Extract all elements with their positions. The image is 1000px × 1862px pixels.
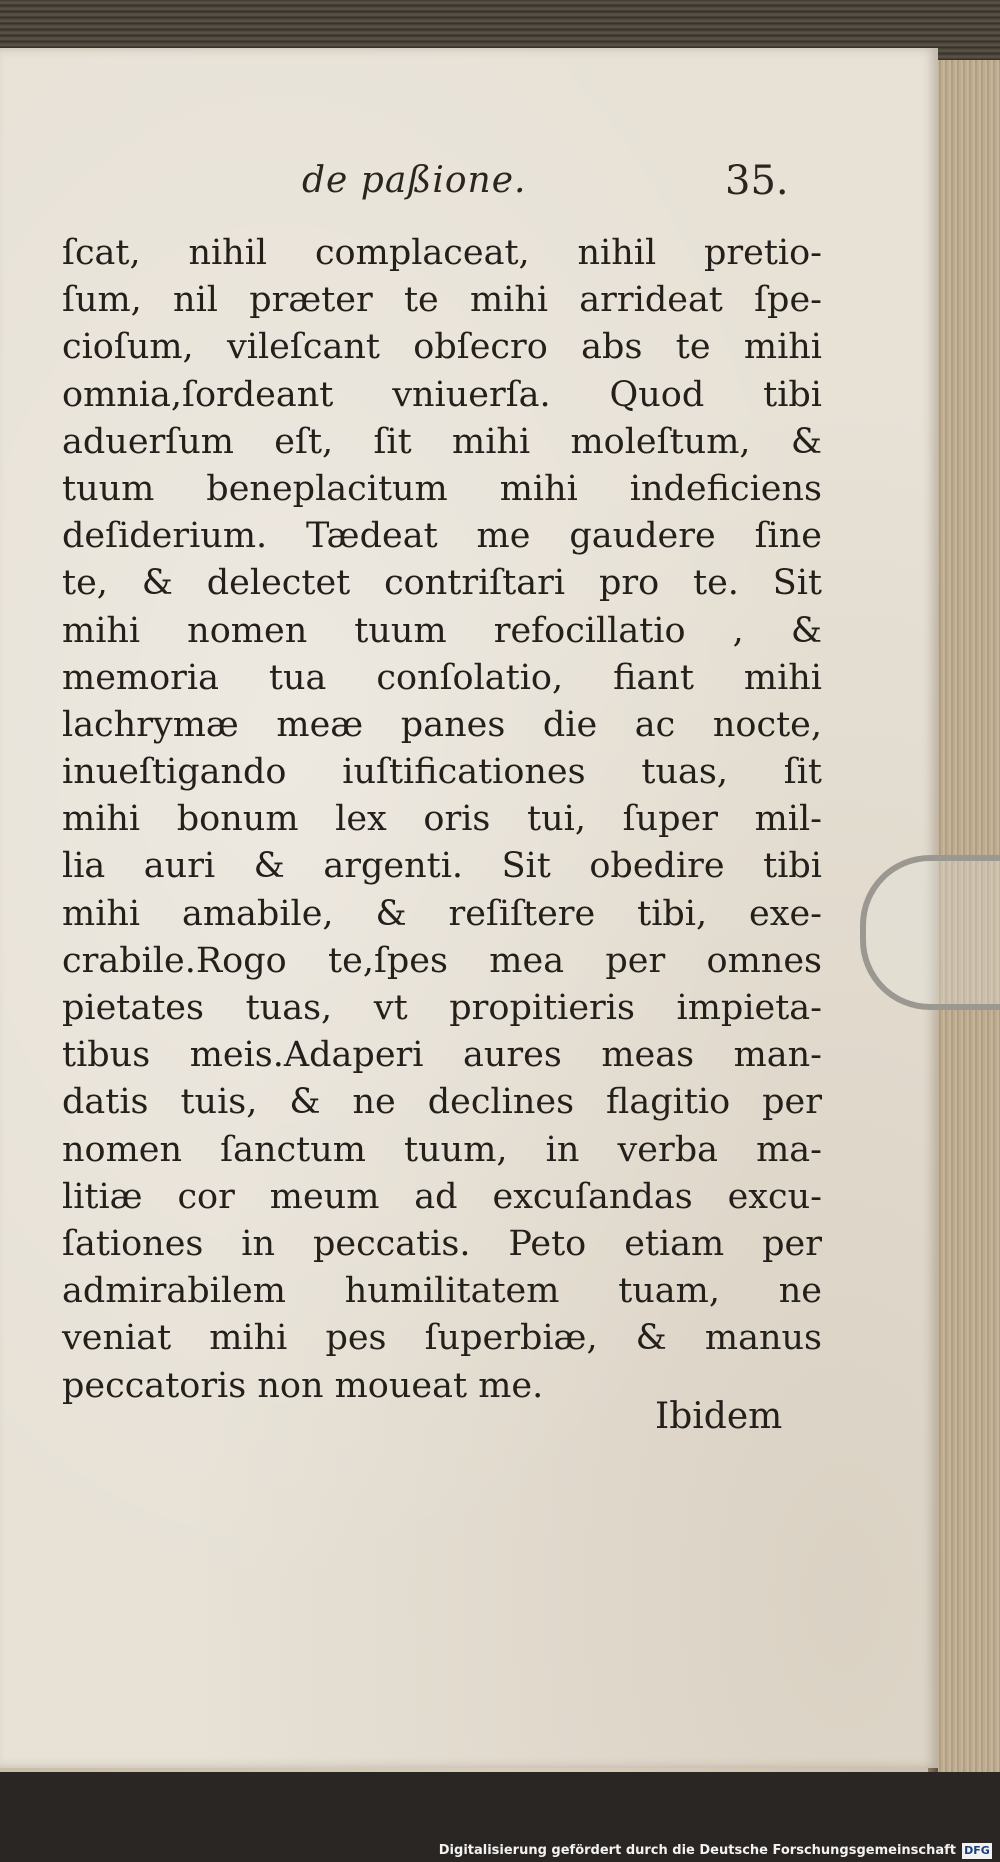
- text-line: aduerſum eſt, ſit mihi moleſtum, &: [62, 421, 822, 462]
- text-line: peccatoris non moueat me.: [62, 1365, 544, 1406]
- dfg-logo-icon: DFG: [962, 1843, 992, 1859]
- body-text: [62, 230, 822, 1410]
- text-line: ſum, nil præter te mihi arrideat ſpe-: [62, 280, 822, 321]
- text-line: mihi amabile, & reſiſtere tibi, exe-: [62, 893, 822, 934]
- text-line: ſcat, nihil complaceat, nihil pretio-: [62, 233, 822, 273]
- text-line: datis tuis, & ne declines flagitio per: [62, 1082, 822, 1123]
- text-line: lachrymæ meæ panes die ac nocte,: [62, 704, 822, 745]
- text-line: cioſum, vileſcant obſecro abs te mihi: [62, 327, 822, 368]
- page-number: 35.: [725, 158, 789, 204]
- text-line: admirabilem humilitatem tuam, ne: [62, 1271, 822, 1312]
- text-line: deſiderium. Tædeat me gaudere ſine: [62, 516, 822, 557]
- text-line: veniat mihi pes ſuperbiæ, & manus: [62, 1318, 822, 1359]
- text-line: mihi bonum lex oris tui, ſuper mil-: [62, 799, 822, 840]
- text-line: te, & delectet contriſtari pro te. Sit: [62, 563, 822, 604]
- catchword: Ibidem: [655, 1396, 783, 1437]
- text-line: tibus meis.Adaperi aures meas man-: [62, 1035, 822, 1076]
- running-head: de paßione.: [302, 160, 527, 201]
- text-line: nomen ſanctum tuum, in verba ma-: [62, 1129, 822, 1170]
- text-line: ſationes in peccatis. Peto etiam per: [62, 1223, 822, 1264]
- footer-credit: Digitalisierung gefördert durch die Deutsche Forschungsgemeinschaft: [438, 1843, 956, 1858]
- text-line: pietates tuas, vt propitieris impieta-: [62, 988, 822, 1028]
- text-line: litiæ cor meum ad excuſandas excu-: [62, 1176, 822, 1217]
- text-line: lia auri & argenti. Sit obedire tibi: [62, 846, 822, 887]
- text-line: mihi nomen tuum refocillatio , &: [62, 610, 822, 651]
- page-clip: [860, 855, 1000, 1010]
- text-line: omnia,ſordeant vniuerſa. Quod tibi: [62, 374, 822, 415]
- text-line: crabile.Rogo te,ſpes mea per omnes: [62, 940, 822, 981]
- text-line: memoria tua conſolatio, fiant mihi: [62, 657, 822, 698]
- text-line: inueſtigando iuſtificationes tuas, ſit: [62, 752, 822, 793]
- text-line: tuum beneplacitum mihi indeficiens: [62, 468, 822, 509]
